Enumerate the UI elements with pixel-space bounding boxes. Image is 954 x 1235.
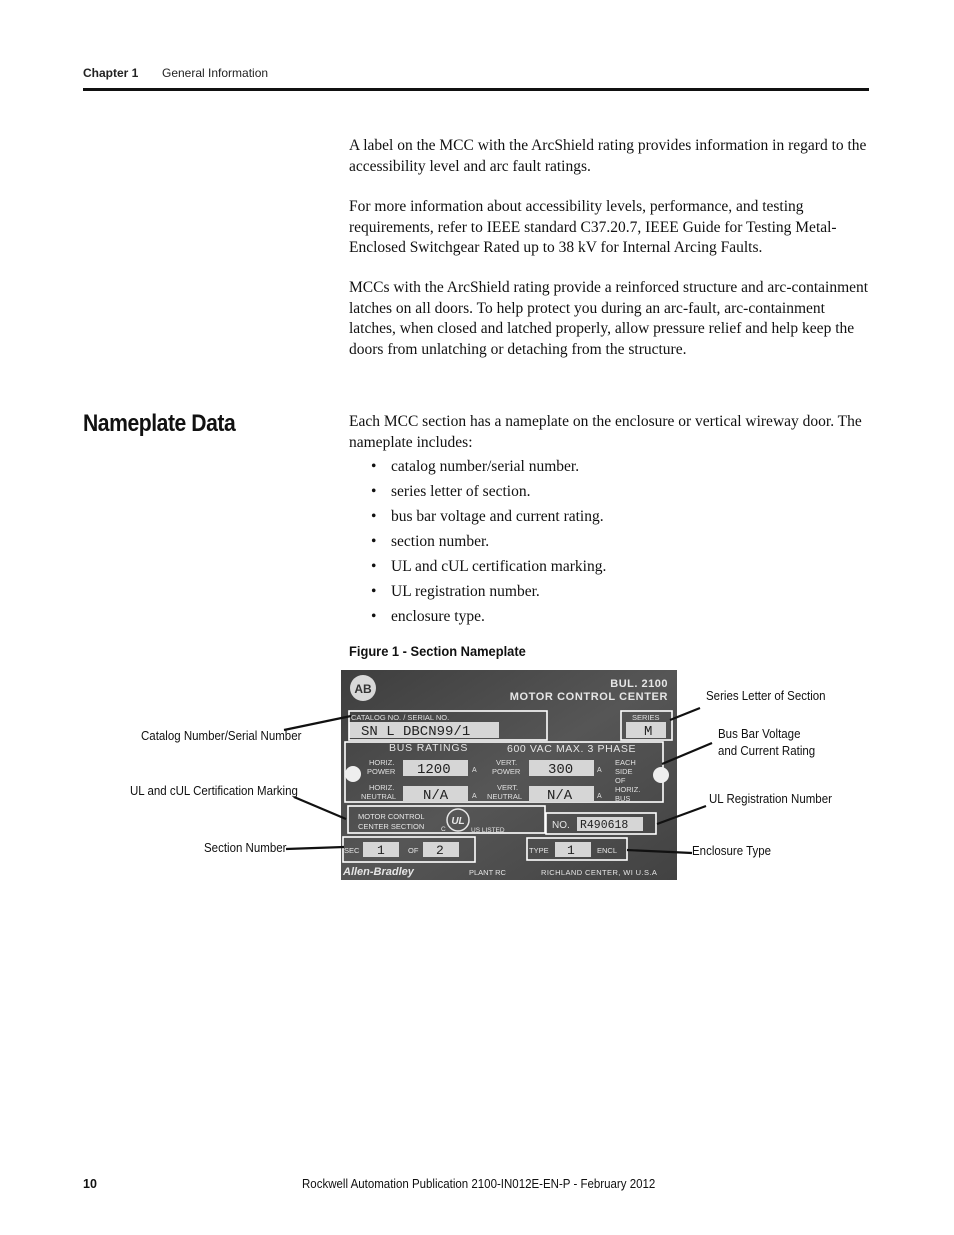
header-rule	[83, 88, 869, 91]
svg-text:VERT.: VERT.	[496, 758, 518, 767]
svg-text:SN L DBCN99/1: SN L DBCN99/1	[361, 724, 471, 740]
svg-text:OF: OF	[615, 776, 626, 785]
svg-text:CENTER SECTION: CENTER SECTION	[358, 822, 425, 831]
svg-text:C: C	[441, 826, 446, 833]
svg-text:HORIZ.: HORIZ.	[369, 758, 395, 767]
section-nameplate-figure	[341, 670, 677, 880]
svg-text:300: 300	[548, 762, 574, 778]
svg-text:N/A: N/A	[423, 788, 449, 804]
svg-text:PLANT RC: PLANT RC	[469, 868, 506, 877]
svg-text:Allen-Bradley: Allen-Bradley	[343, 866, 414, 878]
list-item: • section number.	[371, 533, 490, 550]
list-item: • bus bar voltage and current rating.	[371, 508, 604, 525]
nameplate-intro: Each MCC section has a nameplate on the enclosure or vertical wireway door. The nameplate includes:	[349, 413, 862, 451]
svg-text:A: A	[472, 793, 477, 800]
svg-text:1200: 1200	[417, 762, 451, 778]
svg-text:MOTOR CONTROL: MOTOR CONTROL	[358, 812, 425, 821]
svg-text:EACH: EACH	[615, 758, 636, 767]
callout-enclosure: Enclosure Type	[692, 844, 772, 858]
nameplate-graphic	[341, 670, 677, 880]
svg-text:VERT.: VERT.	[497, 783, 519, 792]
svg-text:ENCL: ENCL	[597, 846, 618, 855]
svg-text:2: 2	[436, 843, 444, 858]
svg-text:CATALOG NO. / SERIAL NO.: CATALOG NO. / SERIAL NO.	[351, 713, 450, 722]
svg-text:RICHLAND CENTER, WI U.S.A: RICHLAND CENTER, WI U.S.A	[541, 868, 658, 877]
running-header	[83, 66, 269, 80]
list-item: • enclosure type.	[371, 608, 485, 625]
svg-text:US LISTED: US LISTED	[471, 827, 505, 834]
svg-text:SIDE: SIDE	[615, 767, 633, 776]
svg-text:NEUTRAL: NEUTRAL	[361, 792, 397, 801]
svg-text:SERIES: SERIES	[632, 713, 660, 722]
publication-footer: Rockwell Automation Publication 2100-IN012E-EN-P - February 2012	[302, 1177, 656, 1191]
svg-text:NO.: NO.	[552, 820, 570, 831]
chapter-label: Chapter 1	[83, 66, 139, 80]
svg-text:A: A	[597, 767, 602, 774]
callout-catalog: Catalog Number/Serial Number	[141, 729, 302, 743]
svg-text:POWER: POWER	[492, 767, 521, 776]
svg-text:MOTOR CONTROL CENTER: MOTOR CONTROL CENTER	[509, 691, 668, 703]
svg-text:TYPE: TYPE	[529, 846, 549, 855]
list-item: • UL and cUL certification marking.	[371, 558, 607, 575]
svg-text:NEUTRAL: NEUTRAL	[487, 792, 523, 801]
svg-text:OF: OF	[408, 846, 419, 855]
section-heading: Nameplate Data	[83, 410, 236, 437]
list-item: • catalog number/serial number.	[371, 458, 580, 475]
list-item: • series letter of section.	[371, 483, 531, 500]
svg-text:N/A: N/A	[547, 788, 573, 804]
svg-text:1: 1	[567, 843, 575, 858]
paragraph-arcshield-label: A label on the MCC with the ArcShield rating provides information in regard to the accessibility level and arc fault ratings.	[349, 137, 867, 175]
callout-section-number: Section Number	[204, 841, 287, 855]
svg-text:BUS: BUS	[615, 794, 631, 803]
svg-text:1: 1	[377, 843, 385, 858]
callout-bus-bar-2: and Current Rating	[718, 744, 816, 758]
svg-text:HORIZ.: HORIZ.	[369, 783, 395, 792]
callout-ul-reg: UL Registration Number	[709, 792, 832, 806]
svg-text:POWER: POWER	[367, 767, 396, 776]
svg-text:A: A	[597, 793, 602, 800]
section-label: General Information	[162, 66, 269, 80]
paragraph-arcshield-structure: MCCs with the ArcShield rating provide a reinforced structure and arc-containment latches on all doors. To help protect you during an arc-fault, arc-containment latches, when closed and latched properly, allow pressure relief and help keep the doors from unlatching or detaching from the structure.	[349, 279, 869, 358]
svg-text:M: M	[644, 724, 653, 740]
svg-text:SEC: SEC	[344, 846, 360, 855]
page-number: 10	[83, 1177, 97, 1191]
svg-text:600 VAC MAX. 3 PHASE: 600 VAC MAX. 3 PHASE	[507, 743, 637, 755]
svg-text:BUS RATINGS: BUS RATINGS	[389, 742, 469, 754]
paragraph-more-info: For more information about accessibility levels, performance, and testing requirements, refer to IEEE standard C37.20.7, IEEE Guide for Testing Metal-Enclosed Switchgear Rated up to 38 kV for Internal Arcing Faults.	[349, 198, 837, 256]
svg-text:R490618: R490618	[580, 819, 629, 832]
svg-text:AB: AB	[354, 682, 372, 696]
svg-text:UL: UL	[451, 816, 465, 827]
svg-text:A: A	[472, 767, 477, 774]
callout-bus-bar-1: Bus Bar Voltage	[718, 727, 801, 741]
figure-caption: Figure 1 - Section Nameplate	[349, 643, 526, 659]
callout-series: Series Letter of Section	[706, 689, 826, 703]
svg-text:BUL. 2100: BUL. 2100	[610, 678, 668, 690]
callout-ul-cert: UL and cUL Certification Marking	[130, 784, 298, 798]
list-item: • UL registration number.	[371, 583, 540, 600]
nameplate-contents-list	[349, 457, 606, 632]
svg-text:HORIZ.: HORIZ.	[615, 785, 641, 794]
